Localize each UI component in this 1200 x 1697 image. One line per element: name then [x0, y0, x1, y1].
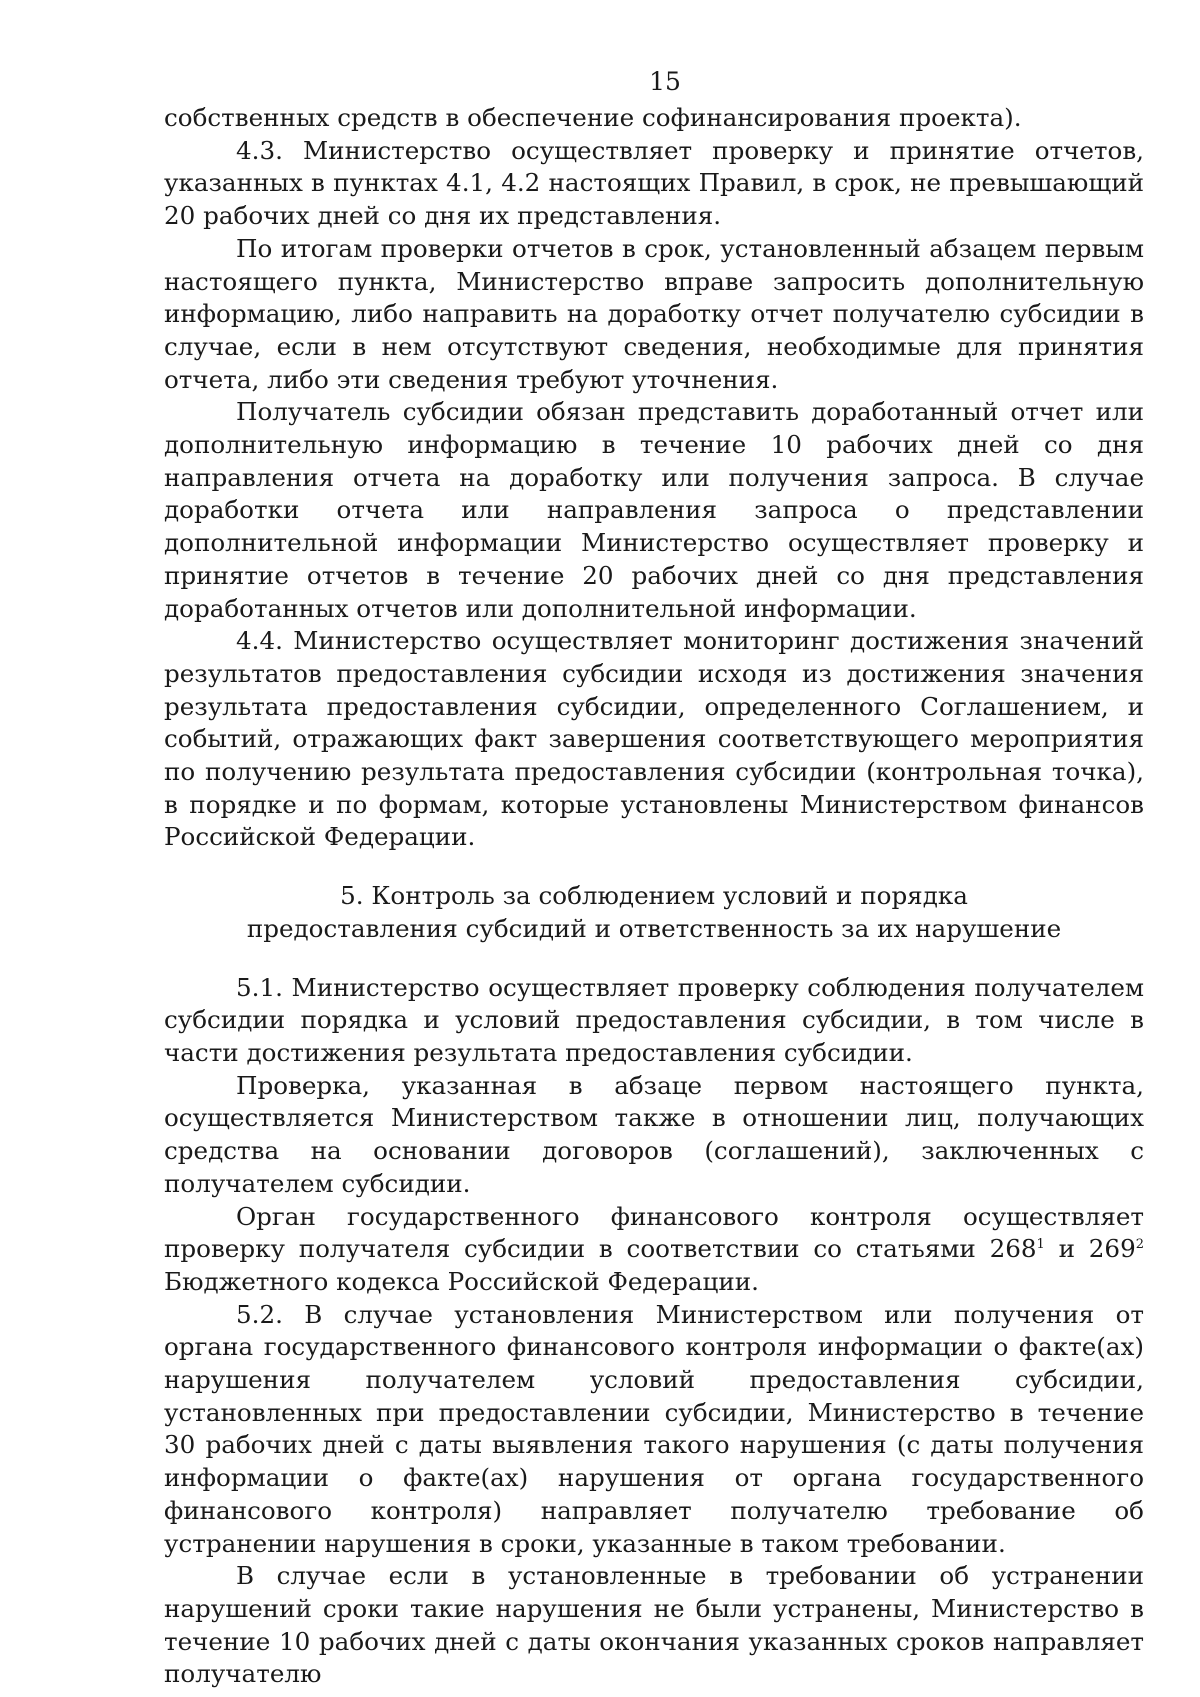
- paragraph-4-3-recipient: Получатель субсидии обязан представить доработанный отчет или дополнительную информацию в течение 10 рабочих дней со дня направления отчета на доработку или получения запроса. В случае доработки отчета или направления запроса о представлении дополнительной информации Министерство осуществляет проверку и принятие отчетов в течение 20 рабочих дней со дня представления доработанных отчетов или дополнительной информации.: [164, 397, 1144, 623]
- paragraph-text-part: Орган государственного финансового контроля осуществляет проверку получателя субсидии в соответствии со статьями 268: [164, 1201, 1144, 1264]
- paragraph-text-part: Бюджетного кодекса Российской Федерации.: [164, 1266, 759, 1296]
- paragraph-continuation: собственных средств в обеспечение софинансирования проекта).: [164, 103, 1022, 132]
- paragraph-4-3: 4.3. Министерство осуществляет проверку и принятие отчетов, указанных в пунктах 4.1, 4.2 настоящих Правил, в срок, не превышающий 20 рабочих дней со дня их представления.: [164, 135, 1144, 231]
- paragraph-5-2-unresolved: В случае если в установленные в требовании об устранении нарушений сроки такие нарушения не были устранены, Министерство в течение 10 рабочих дней с даты окончания указанных сроков направляет получателю: [164, 1561, 1144, 1689]
- paragraph-4-4: 4.4. Министерство осуществляет мониторинг достижения значений результатов предоставления субсидии исходя из достижения значения результата предоставления субсидии, определенного Соглашением, и событий, отражающих факт завершения соответствующего мероприятия по получению результата предоставления субсидии (контрольная точка), в порядке и по формам, которые установлены Министерством финансов Российской Федерации.: [164, 626, 1144, 852]
- section-heading-line-1: 5. Контроль за соблюдением условий и порядка: [340, 881, 968, 911]
- paragraph-text-part: и 269: [1044, 1234, 1136, 1264]
- document-body: [164, 102, 1144, 1691]
- footnote-superscript: 2: [1135, 1237, 1144, 1253]
- footnote-superscript: 1: [1036, 1237, 1045, 1253]
- section-heading-line-2: предоставления субсидий и ответственность за их нарушение: [246, 913, 1062, 943]
- page-number: 15: [649, 67, 681, 96]
- paragraph-5-1-control: [164, 1201, 1144, 1299]
- paragraph-5-1-scope: Проверка, указанная в абзаце первом настоящего пункта, осуществляется Министерством также в отношении лиц, получающих средства на основании договоров (соглашений), заключенных с получателем субсидии.: [164, 1070, 1144, 1198]
- section-heading: [164, 880, 1144, 945]
- paragraph-4-3-review: По итогам проверки отчетов в срок, установленный абзацем первым настоящего пункта, Министерство вправе запросить дополнительную информацию, либо направить на доработку отчет получателю субсидии в случае, если в нем отсутствуют сведения, необходимые для принятия отчета, либо эти сведения требуют уточнения.: [164, 233, 1144, 394]
- paragraph-5-2: 5.2. В случае установления Министерством или получения от органа государственного финансового контроля информации о факте(ах) нарушения получателем условий предоставления субсидии, установленных при предоставлении субсидии, Министерство в течение 30 рабочих дней с даты выявления такого нарушения (с даты получения информации о факте(ах) нарушения от органа государственного финансового контроля) направляет получателю требование об устранении нарушения в сроки, указанные в таком требовании.: [164, 1299, 1144, 1558]
- paragraph-5-1: 5.1. Министерство осуществляет проверку соблюдения получателем субсидии порядка и условий предоставления субсидии, в том числе в части достижения результата предоставления субсидии.: [164, 972, 1144, 1067]
